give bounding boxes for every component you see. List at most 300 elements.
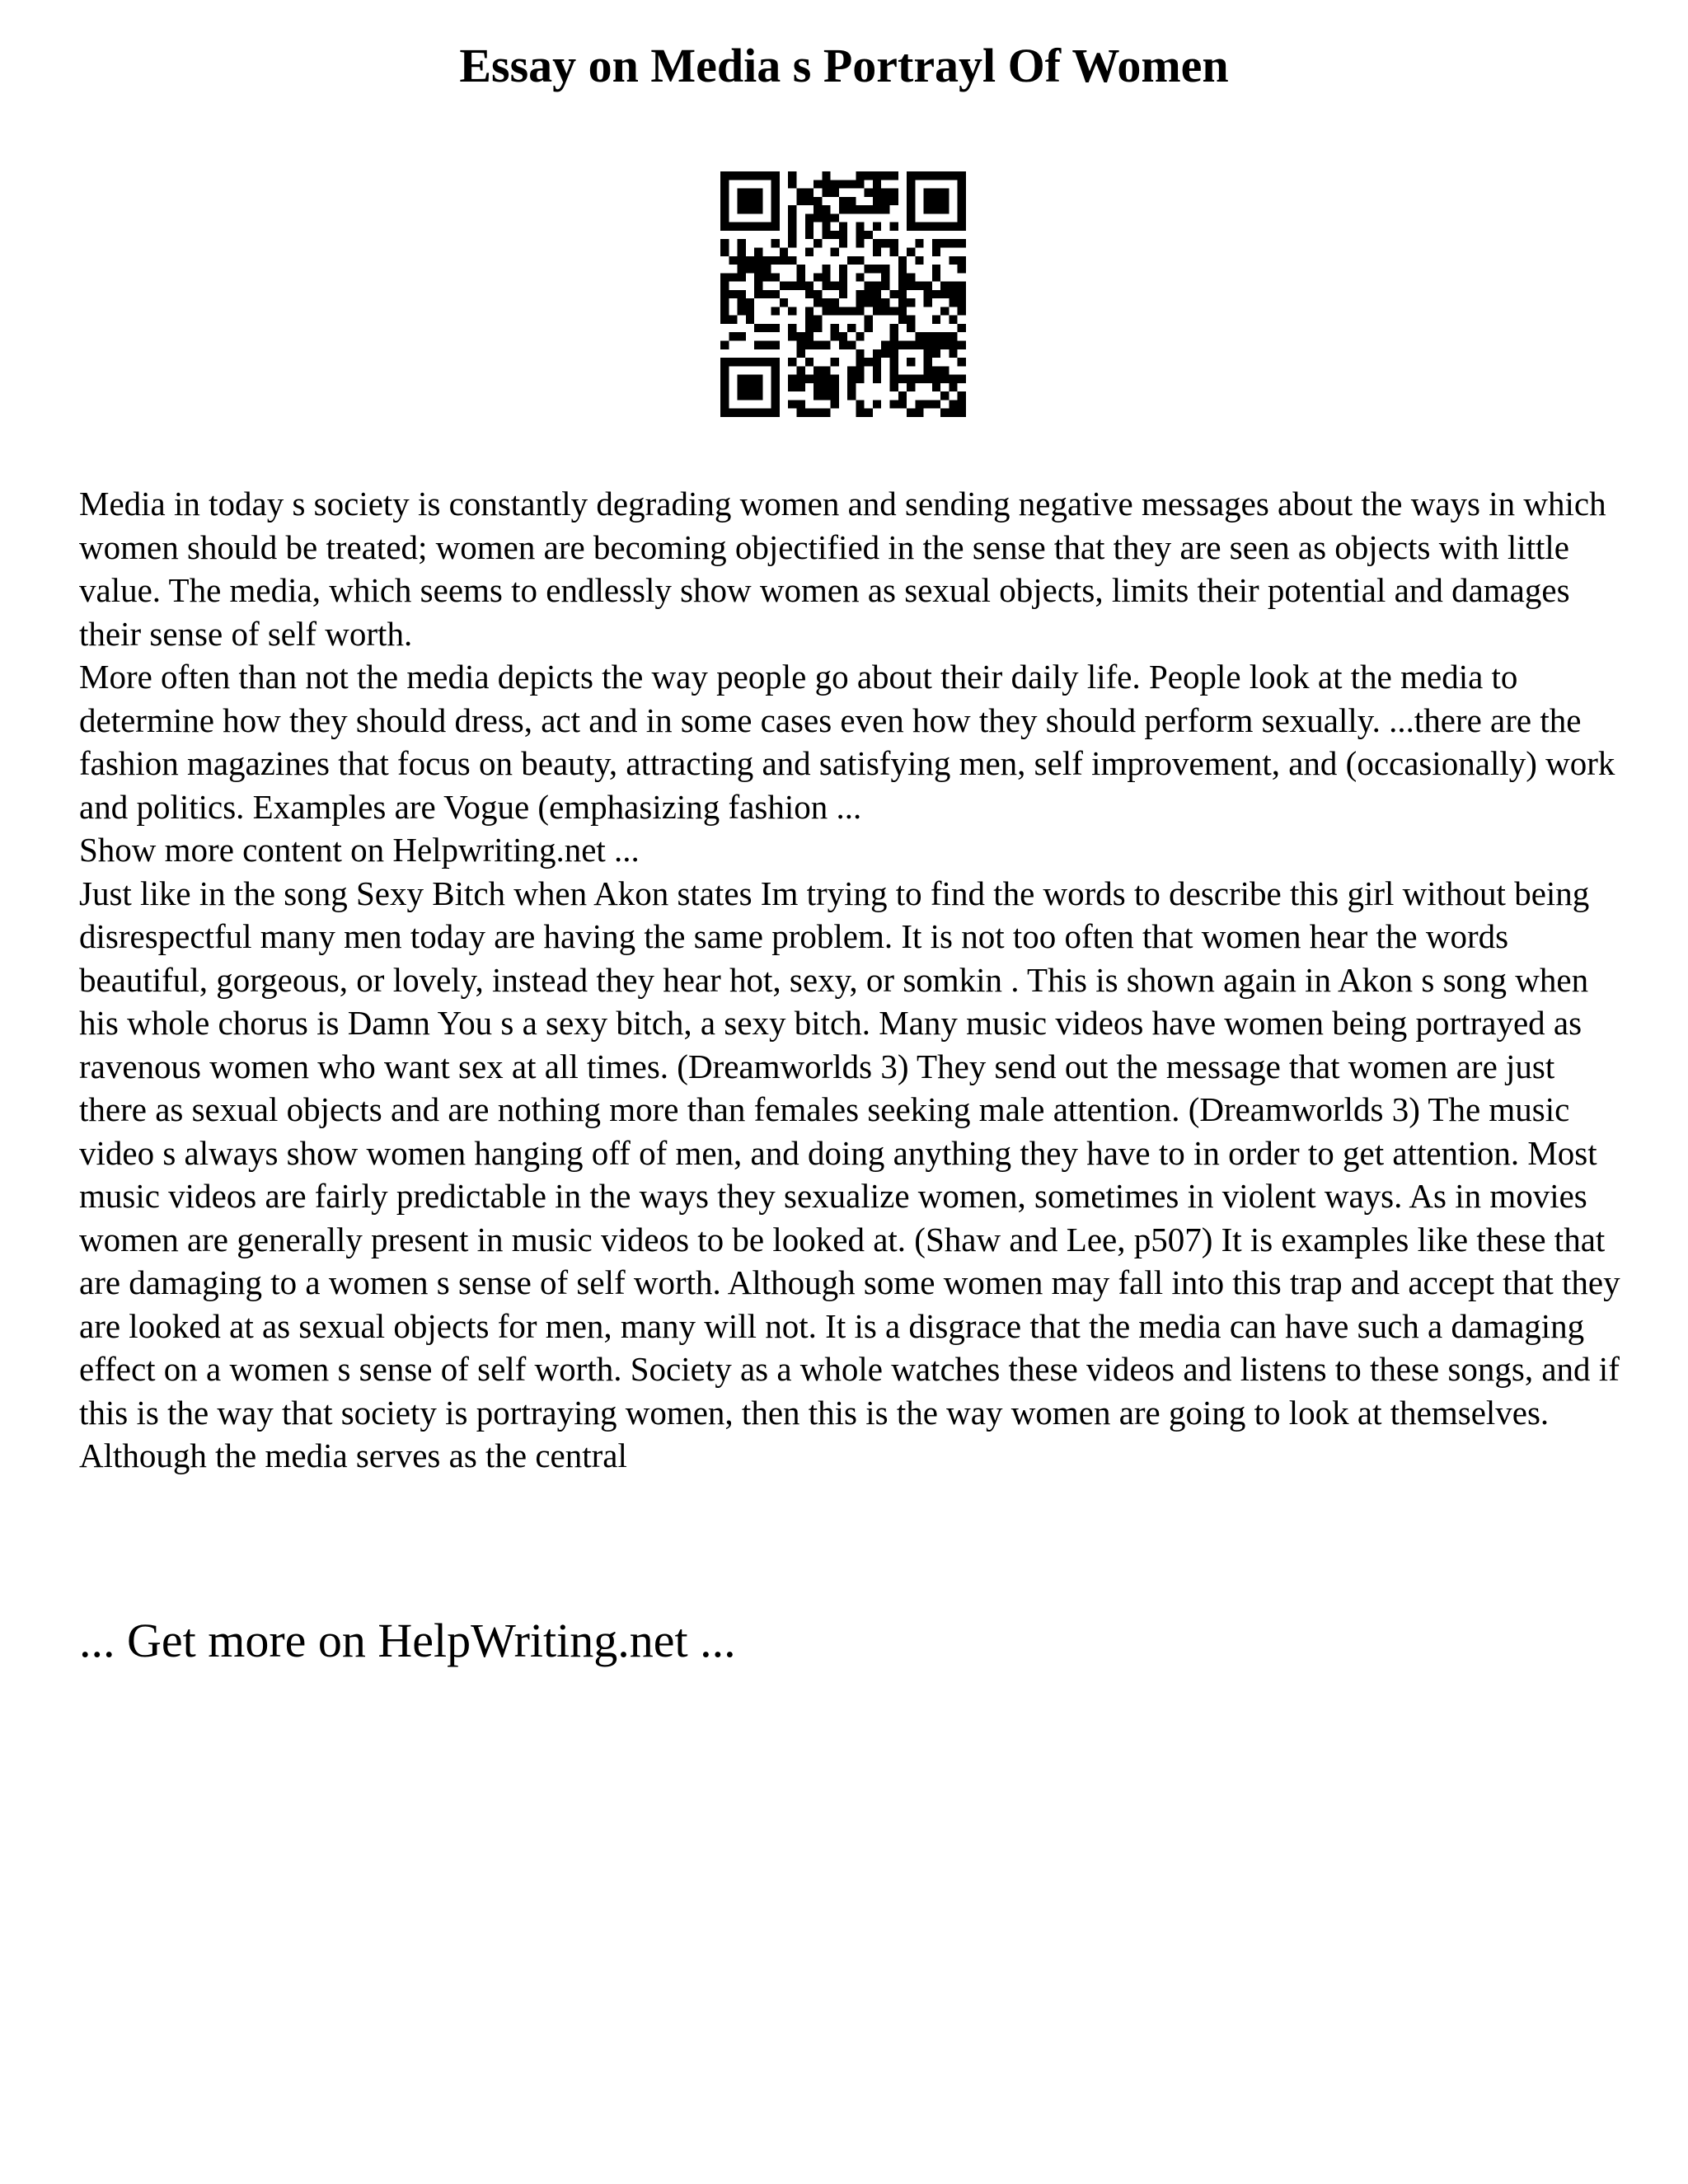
qr-module: [788, 358, 796, 366]
qr-module: [814, 409, 822, 417]
qr-module: [873, 307, 881, 315]
qr-module: [771, 375, 780, 383]
qr-module: [822, 298, 830, 307]
qr-module: [958, 197, 966, 205]
qr-module: [729, 256, 737, 265]
qr-module: [915, 375, 923, 383]
qr-module: [924, 290, 932, 298]
qr-module: [881, 197, 889, 205]
qr-module: [924, 366, 932, 374]
qr-module: [771, 189, 780, 197]
qr-module: [771, 171, 780, 180]
qr-module: [720, 290, 729, 298]
qr-module: [907, 341, 915, 349]
qr-module: [940, 375, 949, 383]
qr-module: [856, 366, 864, 374]
qr-module: [805, 332, 814, 340]
qr-module: [865, 298, 873, 307]
qr-module: [949, 282, 957, 290]
qr-module: [738, 239, 746, 247]
qr-module: [890, 247, 898, 255]
qr-module: [805, 375, 814, 383]
qr-module: [822, 180, 830, 188]
qr-module: [907, 273, 915, 281]
qr-module: [924, 171, 932, 180]
qr-module: [907, 383, 915, 391]
qr-module: [915, 409, 923, 417]
document-body: [79, 482, 1629, 1478]
qr-module: [847, 307, 856, 315]
qr-module: [788, 223, 796, 231]
qr-module: [907, 247, 915, 255]
qr-module: [873, 180, 881, 188]
qr-module: [780, 247, 788, 255]
qr-module: [839, 265, 847, 273]
qr-module: [856, 223, 864, 231]
qr-module: [805, 316, 814, 324]
qr-module: [771, 197, 780, 205]
qr-module: [949, 383, 957, 391]
qr-module: [831, 324, 839, 332]
qr-module: [788, 231, 796, 239]
qr-module: [865, 358, 873, 366]
qr-module: [754, 358, 762, 366]
qr-module: [796, 375, 804, 383]
qr-module: [788, 180, 796, 188]
qr-module: [738, 290, 746, 298]
qr-module: [796, 332, 804, 340]
qr-module: [873, 400, 881, 408]
qr-module: [932, 332, 940, 340]
qr-module: [932, 375, 940, 383]
qr-module: [814, 366, 822, 374]
qr-module: [949, 290, 957, 298]
qr-module: [949, 171, 957, 180]
qr-module: [898, 265, 907, 273]
qr-module: [932, 171, 940, 180]
qr-module: [720, 247, 729, 255]
qr-module: [822, 171, 830, 180]
qr-module: [873, 349, 881, 358]
qr-module: [720, 171, 729, 180]
qr-module: [890, 223, 898, 231]
qr-module: [856, 358, 864, 366]
qr-module: [873, 358, 881, 366]
qr-module: [771, 239, 780, 247]
qr-module: [720, 316, 729, 324]
qr-module: [788, 400, 796, 408]
qr-module: [847, 391, 856, 400]
qr-module: [720, 409, 729, 417]
qr-module: [771, 383, 780, 391]
qr-module: [720, 391, 729, 400]
qr-module: [932, 383, 940, 391]
qr-module: [720, 375, 729, 383]
qr-module: [924, 400, 932, 408]
qr-module: [738, 298, 746, 307]
qr-module: [738, 171, 746, 180]
qr-module: [949, 239, 957, 247]
qr-module: [796, 197, 804, 205]
qr-module: [814, 290, 822, 298]
qr-module: [805, 290, 814, 298]
qr-module: [771, 213, 780, 222]
qr-module: [805, 324, 814, 332]
qr-module: [890, 197, 898, 205]
qr-module: [746, 197, 754, 205]
qr-module: [754, 256, 762, 265]
qr-module: [738, 332, 746, 340]
qr-module: [831, 383, 839, 391]
qr-module: [720, 239, 729, 247]
qr-module: [924, 349, 932, 358]
qr-module: [856, 239, 864, 247]
qr-module: [746, 189, 754, 197]
qr-module: [805, 231, 814, 239]
qr-module: [958, 375, 966, 383]
qr-module: [915, 332, 923, 340]
qr-module: [847, 256, 856, 265]
qr-module: [915, 239, 923, 247]
qr-module: [738, 273, 746, 281]
qr-module: [754, 189, 762, 197]
qr-module: [847, 375, 856, 383]
qr-module: [958, 307, 966, 315]
qr-module: [958, 324, 966, 332]
qr-module: [822, 409, 830, 417]
qr-module: [856, 400, 864, 408]
qr-module: [881, 265, 889, 273]
qr-module: [856, 349, 864, 358]
qr-module: [890, 383, 898, 391]
qr-module: [924, 197, 932, 205]
qr-module: [890, 290, 898, 298]
qr-module: [822, 223, 830, 231]
qr-module: [788, 307, 796, 315]
qr-module: [771, 409, 780, 417]
qr-module: [915, 171, 923, 180]
qr-module: [958, 189, 966, 197]
qr-module: [839, 223, 847, 231]
qr-module: [796, 341, 804, 349]
qr-module: [907, 375, 915, 383]
qr-module: [720, 273, 729, 281]
qr-module: [805, 282, 814, 290]
qr-module: [932, 189, 940, 197]
qr-module: [932, 273, 940, 281]
get-more-link[interactable]: ... Get more on HelpWriting.net ...: [79, 1614, 736, 1667]
qr-module: [958, 358, 966, 366]
qr-module: [754, 375, 762, 383]
qr-module: [907, 409, 915, 417]
qr-module: [898, 256, 907, 265]
qr-module: [771, 341, 780, 349]
qr-module: [915, 256, 923, 265]
qr-module: [788, 256, 796, 265]
qr-module: [729, 223, 737, 231]
qr-module: [805, 213, 814, 222]
qr-module: [839, 231, 847, 239]
qr-module: [940, 282, 949, 290]
qr-code-graphic: [720, 171, 966, 417]
qr-module: [839, 205, 847, 213]
qr-module: [738, 265, 746, 273]
qr-module: [932, 205, 940, 213]
qr-module: [814, 316, 822, 324]
qr-module: [898, 316, 907, 324]
qr-module: [805, 307, 814, 315]
qr-module: [788, 383, 796, 391]
qr-module: [831, 391, 839, 400]
qr-module: [856, 180, 864, 188]
qr-module: [762, 358, 771, 366]
qr-module: [796, 400, 804, 408]
qr-module: [831, 358, 839, 366]
qr-module: [940, 391, 949, 400]
qr-module: [915, 282, 923, 290]
qr-module: [890, 324, 898, 332]
qr-module: [915, 400, 923, 408]
qr-module: [788, 332, 796, 340]
qr-module: [796, 366, 804, 374]
qr-module: [831, 332, 839, 340]
qr-module: [940, 189, 949, 197]
qr-module: [907, 213, 915, 222]
qr-module: [865, 409, 873, 417]
qr-module: [873, 223, 881, 231]
qr-module: [805, 358, 814, 366]
qr-module: [958, 180, 966, 188]
qr-module: [958, 409, 966, 417]
qr-module: [762, 223, 771, 231]
qr-module: [865, 189, 873, 197]
qr-module: [822, 282, 830, 290]
qr-module: [958, 298, 966, 307]
qr-module: [924, 341, 932, 349]
qr-module: [796, 265, 804, 273]
qr-module: [940, 223, 949, 231]
qr-module: [780, 256, 788, 265]
qr-module: [814, 239, 822, 247]
qr-module: [940, 366, 949, 374]
qr-module: [865, 265, 873, 273]
qr-module: [831, 247, 839, 255]
qr-module: [856, 171, 864, 180]
document-title: Essay on Media s Portrayl Of Women: [459, 39, 1229, 92]
qr-module: [932, 290, 940, 298]
qr-module: [754, 324, 762, 332]
qr-module: [940, 239, 949, 247]
qr-module: [890, 349, 898, 358]
show-more-link[interactable]: Show more content on Helpwriting.net ...: [79, 831, 640, 869]
qr-module: [932, 223, 940, 231]
qr-module: [796, 273, 804, 281]
qr-module: [738, 409, 746, 417]
qr-module: [738, 197, 746, 205]
qr-module: [796, 383, 804, 391]
qr-module: [762, 265, 771, 273]
qr-module: [932, 400, 940, 408]
qr-module: [940, 205, 949, 213]
qr-module: [958, 282, 966, 290]
qr-module: [898, 341, 907, 349]
qr-module: [924, 189, 932, 197]
qr-module: [720, 366, 729, 374]
qr-module: [746, 298, 754, 307]
qr-module: [814, 324, 822, 332]
paragraph-music-videos: Just like in the song Sexy Bitch when Akon states Im trying to find the words to describe this girl without being disrespectful many men today are having the same problem. It is not too often that women hear the words beautiful, gorgeous, or lovely, instead they hear hot, sexy, or somkin . This is shown again in Akon s song when his whole chorus is Damn You s a sexy bitch, a sexy bitch. Many music videos have women being portrayed as ravenous women who want sex at all times. (Dreamworlds 3) They send out the message that women are just there as sexual objects and are nothing more than females seeking male attention. (Dreamworlds 3) The music video s always show women hanging off of men, and doing anything they have to in order to get attention. Most music videos are fairly predictable in the ways they sexualize women, sometimes in violent ways. As in movies women are generally present in music videos to be looked at. (Shaw and Lee, p507) It is examples like these that are damaging to a women s sense of self worth. Although some women may fall into this trap and accept that they are looked at as sexual objects for men, many will not. It is a disgrace that the media can have such a damaging effect on a women s sense of self worth. Society as a whole watches these videos and listens to these songs, and if this is the way that society is portraying women, then this is the way women are going to look at themselves.: [79, 874, 1620, 1432]
qr-module: [907, 205, 915, 213]
qr-module: [754, 341, 762, 349]
qr-module: [814, 341, 822, 349]
qr-module: [890, 341, 898, 349]
qr-module: [949, 316, 957, 324]
qr-module: [932, 197, 940, 205]
qr-module: [720, 205, 729, 213]
qr-module: [865, 231, 873, 239]
qr-module: [907, 316, 915, 324]
qr-module: [805, 247, 814, 255]
qr-module: [822, 205, 830, 213]
qr-module: [720, 383, 729, 391]
qr-module: [822, 265, 830, 273]
qr-module: [873, 298, 881, 307]
qr-module: [898, 290, 907, 298]
qr-module: [738, 205, 746, 213]
qr-module: [814, 273, 822, 281]
qr-module: [831, 400, 839, 408]
qr-module: [932, 316, 940, 324]
qr-module: [898, 298, 907, 307]
qr-module: [746, 316, 754, 324]
qr-module: [932, 349, 940, 358]
qr-module: [754, 265, 762, 273]
qr-module: [890, 189, 898, 197]
qr-module: [805, 341, 814, 349]
qr-module: [881, 349, 889, 358]
qr-module: [762, 409, 771, 417]
qr-module: [881, 205, 889, 213]
qr-module: [958, 400, 966, 408]
qr-module: [949, 332, 957, 340]
qr-module: [940, 197, 949, 205]
qr-module: [924, 332, 932, 340]
qr-module: [907, 180, 915, 188]
qr-module: [788, 213, 796, 222]
qr-module: [771, 180, 780, 188]
qr-module: [814, 375, 822, 383]
qr-module: [771, 205, 780, 213]
qr-module: [958, 341, 966, 349]
qr-module: [958, 223, 966, 231]
qr-module: [847, 205, 856, 213]
qr-module: [720, 180, 729, 188]
qr-module: [847, 197, 856, 205]
qr-module: [847, 180, 856, 188]
qr-module: [754, 282, 762, 290]
qr-module: [754, 205, 762, 213]
qr-module: [771, 324, 780, 332]
paragraph-conclusion-start: Although the media serves as the central: [79, 1436, 627, 1474]
qr-module: [881, 273, 889, 281]
qr-module: [890, 375, 898, 383]
qr-module: [771, 307, 780, 315]
qr-module: [881, 171, 889, 180]
qr-module: [924, 298, 932, 307]
qr-module: [949, 409, 957, 417]
qr-module: [898, 400, 907, 408]
qr-module: [839, 332, 847, 340]
qr-module: [796, 349, 804, 358]
qr-module: [856, 205, 864, 213]
qr-module: [932, 247, 940, 255]
qr-module: [873, 205, 881, 213]
qr-module: [873, 290, 881, 298]
qr-module: [932, 341, 940, 349]
qr-module: [881, 341, 889, 349]
qr-module: [873, 265, 881, 273]
qr-module: [847, 366, 856, 374]
qr-module: [890, 366, 898, 374]
qr-module: [738, 189, 746, 197]
qr-module: [720, 358, 729, 366]
qr-module: [856, 409, 864, 417]
qr-module: [907, 282, 915, 290]
qr-module: [746, 409, 754, 417]
qr-module: [720, 189, 729, 197]
qr-module: [847, 383, 856, 391]
qr-module: [754, 409, 762, 417]
qr-module: [907, 324, 915, 332]
qr-module: [771, 223, 780, 231]
qr-module: [958, 239, 966, 247]
qr-module: [890, 358, 898, 366]
qr-module: [814, 180, 822, 188]
qr-module: [898, 282, 907, 290]
qr-module: [949, 298, 957, 307]
qr-module: [796, 282, 804, 290]
qr-module: [873, 282, 881, 290]
qr-module: [814, 205, 822, 213]
qr-module: [746, 391, 754, 400]
qr-module: [839, 180, 847, 188]
qr-module: [738, 383, 746, 391]
qr-module: [831, 375, 839, 383]
qr-module: [771, 391, 780, 400]
qr-module: [881, 239, 889, 247]
qr-module: [907, 298, 915, 307]
qr-module: [898, 273, 907, 281]
qr-module: [796, 189, 804, 197]
qr-module: [856, 298, 864, 307]
qr-module: [754, 273, 762, 281]
qr-module: [958, 265, 966, 273]
qr-module: [907, 358, 915, 366]
qr-module: [729, 332, 737, 340]
qr-module: [746, 358, 754, 366]
qr-module: [907, 197, 915, 205]
qr-module: [754, 197, 762, 205]
qr-module: [771, 256, 780, 265]
qr-module: [814, 298, 822, 307]
qr-code-icon[interactable]: [720, 171, 966, 417]
qr-module: [907, 223, 915, 231]
qr-module: [898, 375, 907, 383]
qr-module: [915, 341, 923, 349]
qr-module: [856, 375, 864, 383]
qr-module: [822, 189, 830, 197]
qr-module: [746, 383, 754, 391]
